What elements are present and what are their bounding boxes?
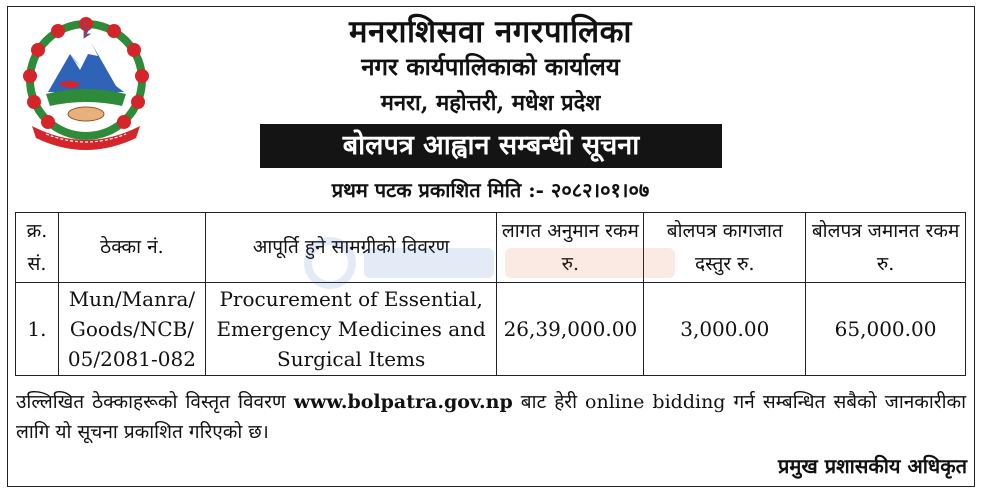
- office-title: नगर कार्यपालिकाको कार्यालय: [361, 52, 620, 81]
- municipality-title: मनराशिसवा नगरपालिका: [349, 14, 632, 50]
- bolpatra-website-link[interactable]: www.bolpatra.gov.np: [293, 391, 513, 413]
- notice-title-banner: बोलपत्र आह्वान सम्बन्धी सूचना: [260, 124, 722, 168]
- cell-cost-estimate: 26,39,000.00: [497, 283, 644, 376]
- col-header-document-fee: बोलपत्र कागजात दस्तुर रु.: [644, 213, 806, 283]
- col-header-contract-no: ठेक्का नं.: [58, 213, 205, 283]
- tender-table: [15, 212, 966, 376]
- cell-document-fee: 3,000.00: [644, 283, 806, 376]
- col-header-sn: क्र. सं.: [16, 213, 59, 283]
- notice-text-after: बाट हेरी online bidding गर्न सम्बन्धित सबैको जानकारीका लागि यो सूचना प्रकाशित गरिएको छ।: [16, 391, 966, 443]
- col-header-bid-security: बोलपत्र जमानत रकम रु.: [806, 213, 966, 283]
- cell-bid-security: 65,000.00: [806, 283, 966, 376]
- table-header-row: [16, 213, 966, 283]
- signatory-title: प्रमुख प्रशासकीय अधिकृत: [778, 454, 967, 478]
- col-header-description: आपूर्ति हुने सामग्रीको विवरण: [205, 213, 496, 283]
- cell-description: Procurement of Essential, Emergency Medicines and Surgical Items: [205, 283, 496, 376]
- notice-text-before: उल्लिखित ठेक्काहरूको विस्तृत विवरण: [16, 391, 294, 413]
- notice-body: [16, 387, 966, 447]
- publish-date: प्रथम पटक प्रकाशित मिति :- २०८२।०१।०७: [331, 178, 650, 202]
- cell-sn: 1.: [16, 283, 59, 376]
- cell-contract-no: Mun/Manra/ Goods/NCB/ 05/2081-082: [58, 283, 205, 376]
- col-header-cost-estimate: लागत अनुमान रकम रु.: [497, 213, 644, 283]
- table-row: [16, 283, 966, 376]
- address-line: मनरा, महोत्तरी, मधेश प्रदेश: [380, 90, 601, 116]
